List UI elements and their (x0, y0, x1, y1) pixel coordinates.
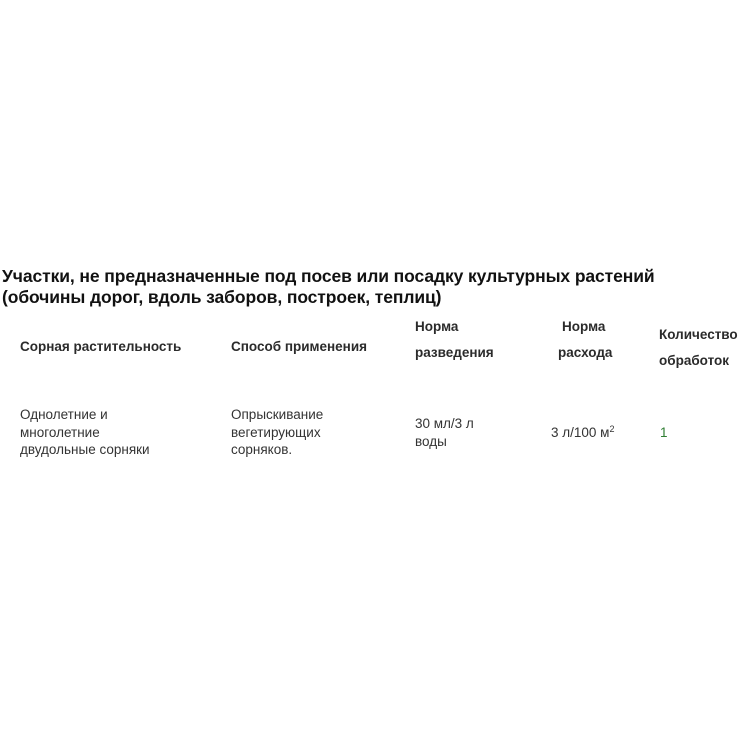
header-weeds (20, 334, 181, 360)
cell-weeds-line1: Однолетние и (20, 407, 108, 422)
cell-dilution-line2: воды (415, 433, 447, 449)
cell-treatments (660, 424, 668, 442)
cell-dilution-line1: 30 мл/3 л (415, 416, 474, 431)
header-method (231, 334, 367, 360)
header-treatments (659, 322, 738, 374)
cell-consumption-superscript: 2 (609, 424, 615, 434)
cell-method (231, 406, 323, 459)
header-consumption-line1: Норма (562, 319, 606, 334)
header-treatments-line2: обработок (659, 353, 730, 368)
cell-weeds (20, 406, 150, 459)
heading-line-1: Участки, не предназначенные под посев или посадку культурных растений (2, 266, 655, 286)
header-treatments-line1: Количество (659, 327, 738, 342)
header-dilution-line2: разведения (415, 345, 494, 360)
header-consumption-line2: расхода (558, 345, 613, 360)
cell-consumption (551, 424, 614, 442)
header-dilution-line1: Норма (415, 319, 459, 334)
heading-line-2: (обочины дорог, вдоль заборов, построек, теплиц) (2, 287, 442, 307)
section-heading (2, 266, 746, 308)
cell-consumption-value: 3 л/100 м (551, 425, 610, 440)
cell-treatments-value: 1 (660, 425, 668, 440)
header-weeds-text: Сорная растительность (20, 339, 182, 354)
cell-weeds-line3: двудольные сорняки (20, 442, 150, 457)
cell-method-line1: Опрыскивание (231, 407, 324, 422)
cell-method-line3: сорняков. (231, 442, 293, 457)
cell-dilution (415, 415, 474, 450)
header-method-text: Способ применения (231, 339, 368, 354)
header-consumption (558, 314, 612, 366)
cell-method-line2: вегетирующих (231, 424, 321, 440)
header-dilution (415, 314, 494, 366)
cell-weeds-line2: многолетние (20, 424, 100, 440)
